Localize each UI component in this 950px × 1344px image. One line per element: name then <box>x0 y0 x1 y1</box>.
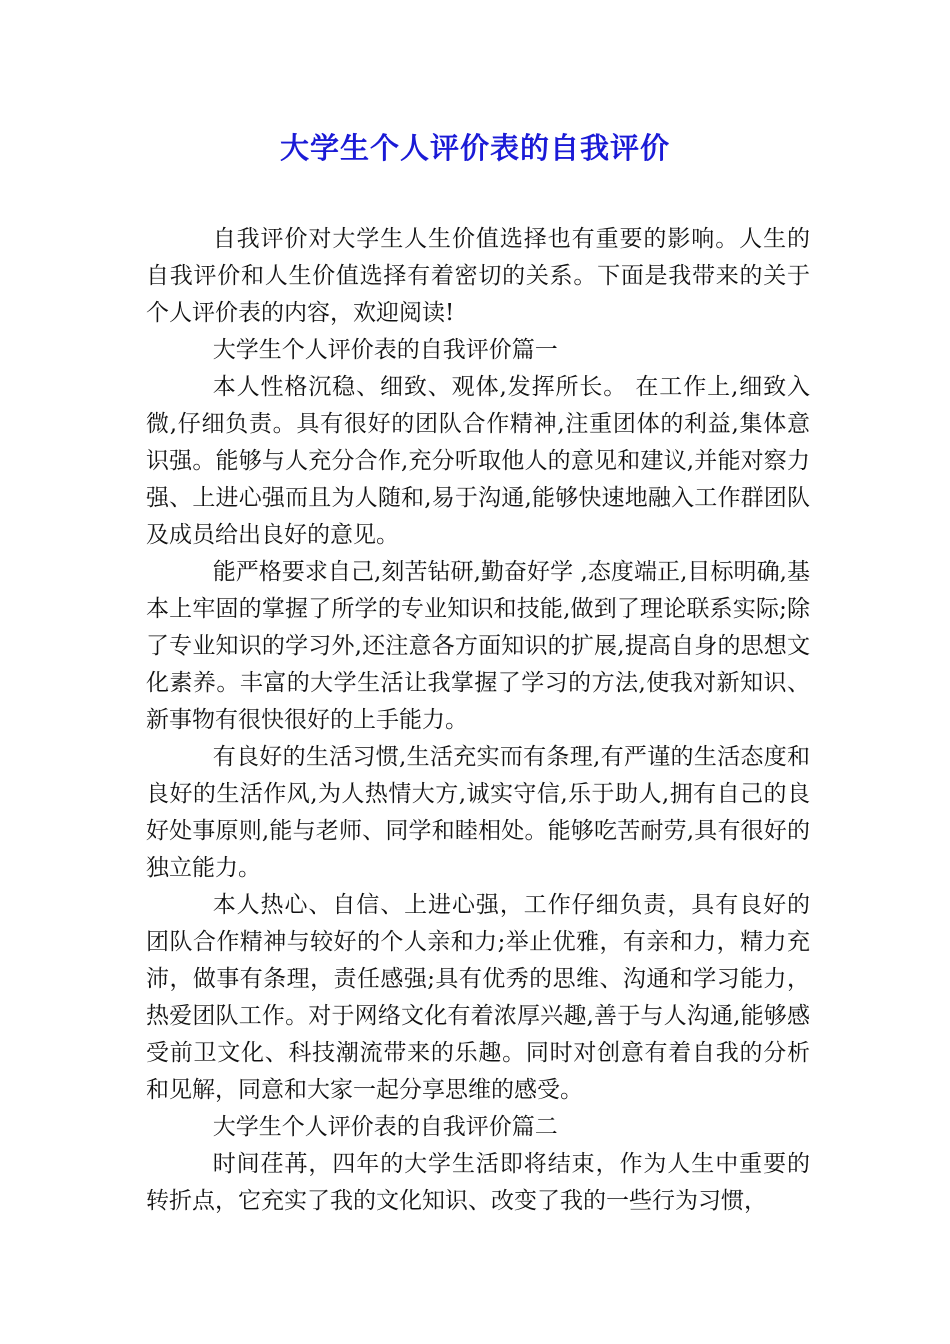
intro-paragraph: 自我评价对大学生人生价值选择也有重要的影响。人生的自我评价和人生价值选择有着密切的关系。下面是我带来的关于个人评价表的内容，欢迎阅读! <box>146 226 810 326</box>
body-paragraph: 有良好的生活习惯,生活充实而有条理,有严谨的生活态度和良好的生活作风,为人热情大方,诚实守信,乐于助人,拥有自己的良好处事原则,能与老师、同学和睦相处。能够吃苦耐劳,具有很好的独立能力。 <box>146 744 810 881</box>
document-title: 大学生个人评价表的自我评价 <box>279 131 670 165</box>
section-heading-2: 大学生个人评价表的自我评价篇二 <box>212 1114 558 1140</box>
body-paragraph: 时间荏苒，四年的大学生活即将结束，作为人生中重要的转折点，它充实了我的文化知识、改变了我的一些行为习惯， <box>146 1151 810 1214</box>
document-body <box>146 221 810 1220</box>
section-heading-1: 大学生个人评价表的自我评价篇一 <box>212 337 558 363</box>
body-paragraph: 本人热心、自信、上进心强，工作仔细负责，具有良好的团队合作精神与较好的个人亲和力;举止优雅，有亲和力，精力充沛，做事有条理，责任感强;具有优秀的思维、沟通和学习能力，热爱团队工作。对于网络文化有着浓厚兴趣,善于与人沟通,能够感受前卫文化、科技潮流带来的乐趣。同时对创意有着自我的分析和见解，同意和大家一起分享思维的感受。 <box>146 892 810 1103</box>
body-paragraph: 本人性格沉稳、细致、观体,发挥所长。 在工作上,细致入微,仔细负责。具有很好的团队合作精神,注重团体的利益,集体意识强。能够与人充分合作,充分听取他人的意见和建议,并能对察力强、上进心强而且为人随和,易于沟通,能够快速地融入工作群团队及成员给出良好的意见。 <box>146 374 810 548</box>
body-paragraph: 能严格要求自己,刻苦钻研,勤奋好学 ,态度端正,目标明确,基本上牢固的掌握了所学的专业知识和技能,做到了理论联系实际;除了专业知识的学习外,还注意各方面知识的扩展,提高自身的思想文化素养。丰富的大学生活让我掌握了学习的方法,使我对新知识、新事物有很快很好的上手能力。 <box>146 559 810 733</box>
